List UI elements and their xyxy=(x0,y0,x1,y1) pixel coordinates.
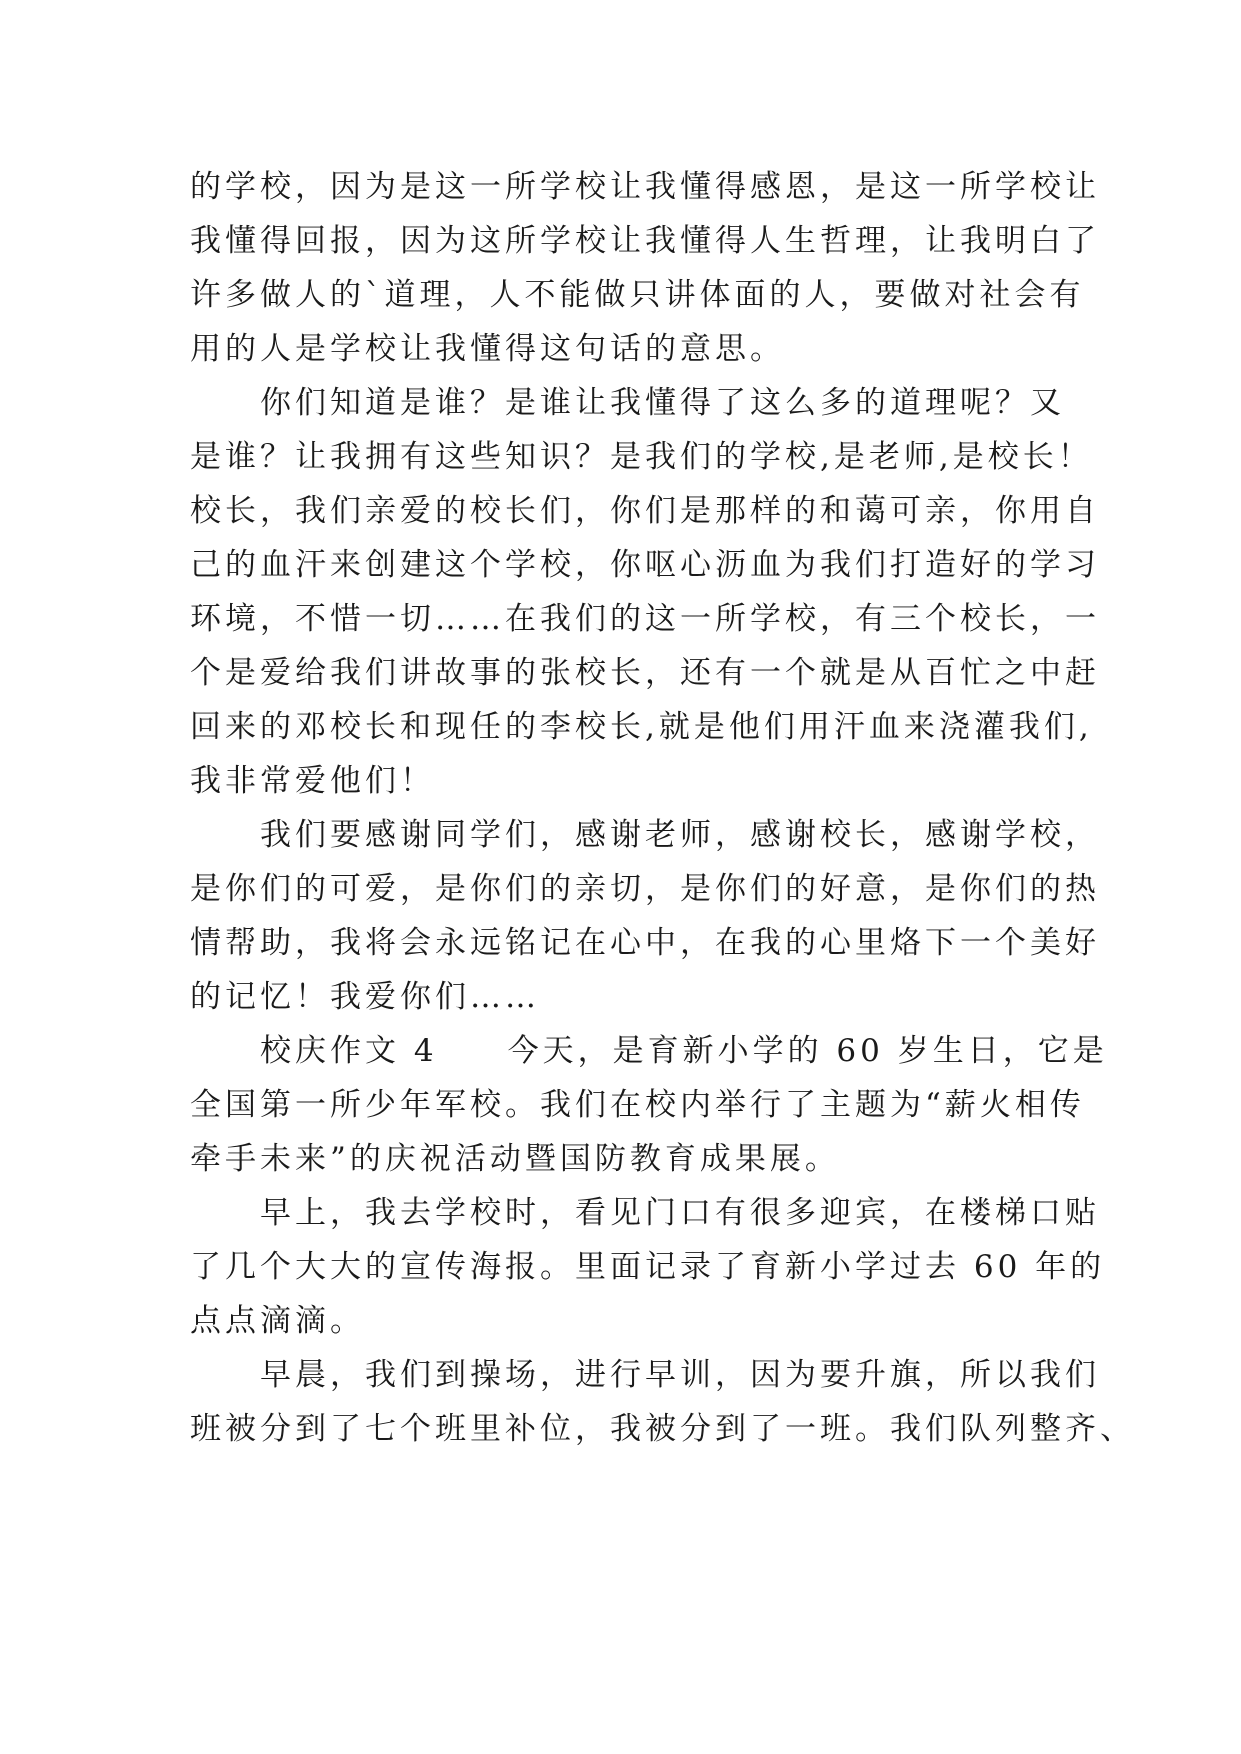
paragraph-first-line: 校庆作文 4 今天，是育新小学的 60 岁生日，它是 xyxy=(260,1033,1108,1069)
text-line: 了几个大大的宣传海报。里面记录了育新小学过去 60 年的 xyxy=(190,1249,1106,1285)
text-line: 是谁？让我拥有这些知识？是我们的学校,是老师,是校长！ xyxy=(190,439,1093,475)
text-line: 己的血汗来创建这个学校，你呕心沥血为我们打造好的学习 xyxy=(190,547,1100,583)
text-line: 我懂得回报，因为这所学校让我懂得人生哲理，让我明白了 xyxy=(190,223,1100,259)
text-line: 全国第一所少年军校。我们在校内举行了主题为“薪火相传 xyxy=(190,1087,1085,1123)
text-line: 回来的邓校长和现任的李校长,就是他们用汗血来浇灌我们, xyxy=(190,709,1093,745)
paragraph-first-line: 早上，我去学校时，看见门口有很多迎宾，在楼梯口贴 xyxy=(260,1195,1100,1231)
text-line: 我非常爱他们！ xyxy=(190,763,435,799)
text-line: 环境，不惜一切……在我们的这一所学校，有三个校长，一 xyxy=(190,601,1100,637)
paragraph-first-line: 早晨，我们到操场，进行早训，因为要升旗，所以我们 xyxy=(260,1357,1100,1393)
text-line: 个是爱给我们讲故事的张校长，还有一个就是从百忙之中赶 xyxy=(190,655,1100,691)
text-line: 的学校，因为是这一所学校让我懂得感恩，是这一所学校让 xyxy=(190,169,1100,205)
text-line: 班被分到了七个班里补位，我被分到了一班。我们队列整齐、 xyxy=(190,1411,1135,1447)
text-line: 许多做人的`道理，人不能做只讲体面的人，要做对社会有 xyxy=(190,277,1085,313)
text-line: 情帮助，我将会永远铭记在心中，在我的心里烙下一个美好 xyxy=(190,925,1100,961)
text-line: 是你们的可爱，是你们的亲切，是你们的好意，是你们的热 xyxy=(190,871,1100,907)
text-line: 的记忆！我爱你们…… xyxy=(190,979,540,1015)
text-line: 牵手未来”的庆祝活动暨国防教育成果展。 xyxy=(190,1141,840,1177)
paragraph-first-line: 我们要感谢同学们，感谢老师，感谢校长，感谢学校， xyxy=(260,817,1100,853)
paragraph-first-line: 你们知道是谁？是谁让我懂得了这么多的道理呢？又 xyxy=(260,385,1065,421)
text-line: 校长，我们亲爱的校长们，你们是那样的和蔼可亲，你用自 xyxy=(190,493,1100,529)
text-line: 点点滴滴。 xyxy=(190,1303,365,1339)
text-line: 用的人是学校让我懂得这句话的意思。 xyxy=(190,331,785,367)
